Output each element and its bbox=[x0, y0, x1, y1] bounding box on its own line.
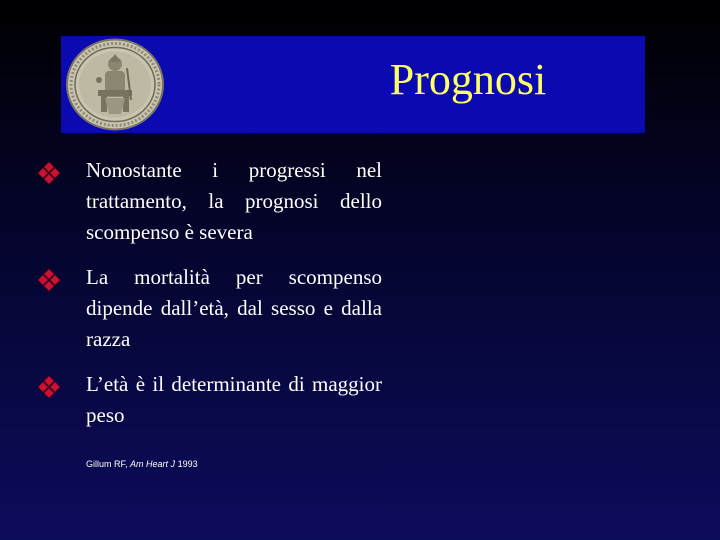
diamond-bullet-icon bbox=[37, 161, 61, 185]
bullet-text: Nonostante i progressi nel trattamento, la prognosi dello scompenso è severa bbox=[86, 158, 382, 244]
bullet-item bbox=[37, 155, 382, 248]
bullet-item bbox=[37, 369, 382, 431]
university-seal-icon bbox=[65, 38, 165, 131]
citation-journal: Am Heart J bbox=[130, 459, 176, 469]
bullet-item bbox=[37, 262, 382, 355]
bullet-text: L’età è il determinante di maggior peso bbox=[86, 372, 382, 427]
title-bar bbox=[61, 36, 645, 133]
citation bbox=[86, 459, 198, 469]
bullet-list bbox=[37, 155, 382, 445]
diamond-bullet-icon bbox=[37, 268, 61, 292]
diamond-bullet-icon bbox=[37, 375, 61, 399]
citation-year: 1993 bbox=[177, 459, 198, 469]
citation-authors: Gillum RF, bbox=[86, 459, 128, 469]
bullet-text: La mortalità per scompenso dipende dall’età, dal sesso e dalla razza bbox=[86, 265, 382, 351]
slide-title: Prognosi bbox=[389, 55, 547, 104]
